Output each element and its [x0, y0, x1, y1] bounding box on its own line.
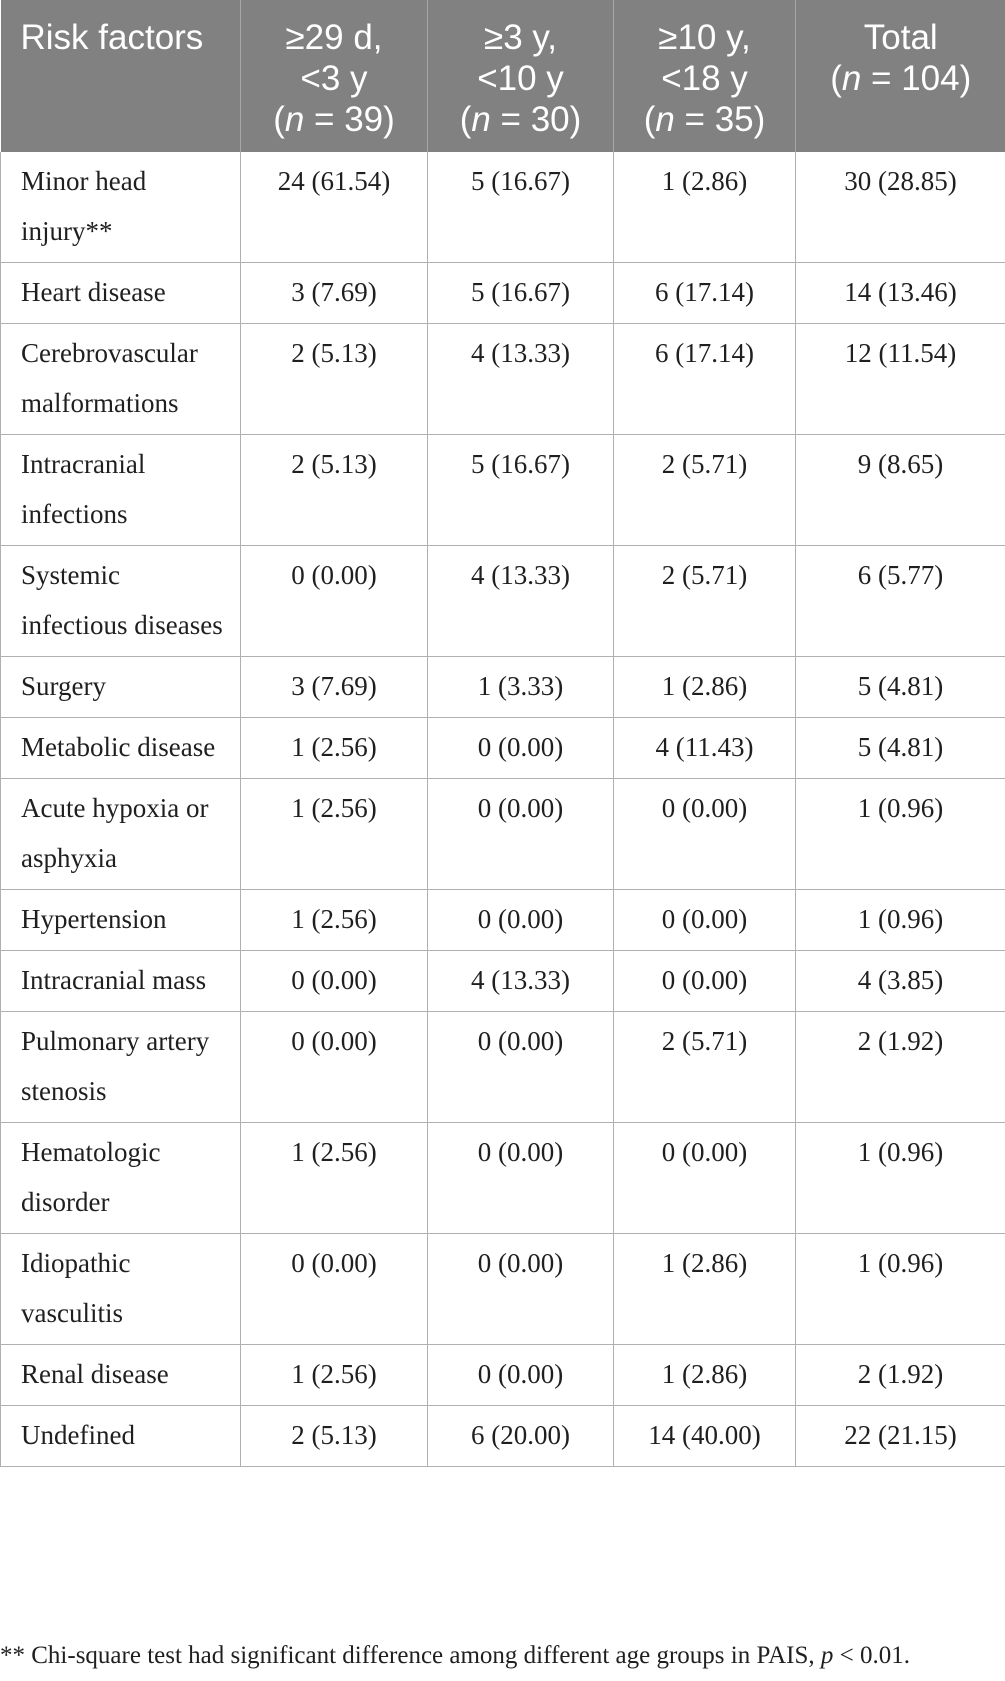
header-col-4 [796, 0, 1005, 152]
header-col-3 [614, 0, 796, 152]
table-cell: 9 (8.65) [796, 435, 1005, 546]
table-cell: 1 (2.56) [241, 718, 428, 779]
table-header [1, 0, 1005, 152]
table-cell: 6 (17.14) [614, 263, 796, 324]
table-cell: 1 (2.86) [614, 1345, 796, 1406]
table-cell: 4 (13.33) [428, 951, 614, 1012]
header-col-2 [428, 0, 614, 152]
risk-factor-label: Minor head injury** [1, 152, 241, 263]
table-cell: 2 (5.71) [614, 435, 796, 546]
table-cell: 14 (40.00) [614, 1406, 796, 1467]
table-cell: 0 (0.00) [428, 1345, 614, 1406]
risk-factor-label: Hypertension [1, 890, 241, 951]
risk-factor-label: Renal disease [1, 1345, 241, 1406]
table-cell: 0 (0.00) [614, 1123, 796, 1234]
table-cell: 5 (4.81) [796, 657, 1005, 718]
table-row [1, 435, 1005, 546]
table-cell: 2 (5.71) [614, 546, 796, 657]
table-cell: 1 (2.56) [241, 890, 428, 951]
risk-factor-label: Cerebrovascular malformations [1, 324, 241, 435]
header-line: ≥10 y, [658, 18, 751, 57]
risk-factor-label: Idiopathic vasculitis [1, 1234, 241, 1345]
table-cell: 1 (2.56) [241, 1123, 428, 1234]
table-cell: 5 (16.67) [428, 435, 614, 546]
table-row [1, 324, 1005, 435]
table-cell: 0 (0.00) [614, 779, 796, 890]
table-cell: 6 (5.77) [796, 546, 1005, 657]
table-cell: 0 (0.00) [428, 779, 614, 890]
risk-factor-label: Metabolic disease [1, 718, 241, 779]
table-cell: 30 (28.85) [796, 152, 1005, 263]
risk-factor-label: Undefined [1, 1406, 241, 1467]
header-line: (n = 30) [459, 100, 582, 139]
table-row [1, 1234, 1005, 1345]
risk-factor-label: Systemic infectious diseases [1, 546, 241, 657]
table-row [1, 1012, 1005, 1123]
table-cell: 0 (0.00) [614, 951, 796, 1012]
table-cell: 0 (0.00) [241, 951, 428, 1012]
table-cell: 0 (0.00) [428, 1123, 614, 1234]
table-body [1, 152, 1005, 1467]
table-cell: 6 (20.00) [428, 1406, 614, 1467]
table-cell: 2 (1.92) [796, 1012, 1005, 1123]
header-line: <10 y [477, 59, 564, 98]
table-cell: 1 (0.96) [796, 1123, 1005, 1234]
table-footnote: ** Chi-square test had significant difference among different age groups in PAIS, p < 0.01. [0, 1642, 910, 1669]
risk-factor-label: Surgery [1, 657, 241, 718]
table-cell: 14 (13.46) [796, 263, 1005, 324]
table-cell: 0 (0.00) [428, 1012, 614, 1123]
header-col-1 [241, 0, 428, 152]
table-cell: 2 (5.13) [241, 1406, 428, 1467]
table-cell: 5 (16.67) [428, 263, 614, 324]
table-row [1, 546, 1005, 657]
table-cell: 0 (0.00) [428, 1234, 614, 1345]
table-cell: 1 (0.96) [796, 890, 1005, 951]
table-cell: 3 (7.69) [241, 657, 428, 718]
table-row [1, 263, 1005, 324]
table-cell: 6 (17.14) [614, 324, 796, 435]
risk-factor-label: Pulmonary artery stenosis [1, 1012, 241, 1123]
table-cell: 5 (4.81) [796, 718, 1005, 779]
risk-factor-label: Intracranial infections [1, 435, 241, 546]
table-cell: 0 (0.00) [241, 1012, 428, 1123]
table-cell: 0 (0.00) [241, 546, 428, 657]
table-row [1, 779, 1005, 890]
table-cell: 2 (1.92) [796, 1345, 1005, 1406]
table-row [1, 1345, 1005, 1406]
header-row [1, 0, 1005, 152]
table-cell: 1 (0.96) [796, 1234, 1005, 1345]
header-line: ≥3 y, [483, 18, 558, 57]
table-row [1, 1123, 1005, 1234]
table-cell: 4 (13.33) [428, 546, 614, 657]
table-cell: 1 (3.33) [428, 657, 614, 718]
table-cell: 2 (5.13) [241, 324, 428, 435]
table-cell: 0 (0.00) [428, 718, 614, 779]
table-cell: 1 (2.86) [614, 1234, 796, 1345]
header-line: <18 y [661, 59, 748, 98]
table-cell: 4 (11.43) [614, 718, 796, 779]
table-cell: 2 (5.13) [241, 435, 428, 546]
table-cell: 2 (5.71) [614, 1012, 796, 1123]
risk-factor-label: Hematologic disorder [1, 1123, 241, 1234]
table-row [1, 152, 1005, 263]
table-cell: 1 (2.86) [614, 152, 796, 263]
table-cell: 5 (16.67) [428, 152, 614, 263]
risk-factor-label: Acute hypoxia or asphyxia [1, 779, 241, 890]
table-cell: 1 (0.96) [796, 779, 1005, 890]
table-row [1, 657, 1005, 718]
table-cell: 12 (11.54) [796, 324, 1005, 435]
table-cell: 1 (2.86) [614, 657, 796, 718]
header-risk-factors [1, 0, 241, 152]
table-row [1, 951, 1005, 1012]
table-cell: 0 (0.00) [241, 1234, 428, 1345]
header-line: Total [863, 18, 938, 57]
table-cell: 4 (13.33) [428, 324, 614, 435]
header-line: <3 y [300, 59, 368, 98]
table-row [1, 890, 1005, 951]
risk-factor-label: Intracranial mass [1, 951, 241, 1012]
table-cell: 22 (21.15) [796, 1406, 1005, 1467]
header-line: (n = 35) [643, 100, 766, 139]
table-cell: 0 (0.00) [428, 890, 614, 951]
header-line: (n = 104) [830, 59, 972, 98]
header-line: Risk factors [20, 18, 204, 57]
table-row [1, 718, 1005, 779]
risk-factor-label: Heart disease [1, 263, 241, 324]
table-cell: 24 (61.54) [241, 152, 428, 263]
header-line: ≥29 d, [285, 18, 383, 57]
table-cell: 4 (3.85) [796, 951, 1005, 1012]
table-cell: 1 (2.56) [241, 779, 428, 890]
table-cell: 3 (7.69) [241, 263, 428, 324]
header-line: (n = 39) [273, 100, 395, 139]
table-cell: 0 (0.00) [614, 890, 796, 951]
table-row [1, 1406, 1005, 1467]
table-cell: 1 (2.56) [241, 1345, 428, 1406]
